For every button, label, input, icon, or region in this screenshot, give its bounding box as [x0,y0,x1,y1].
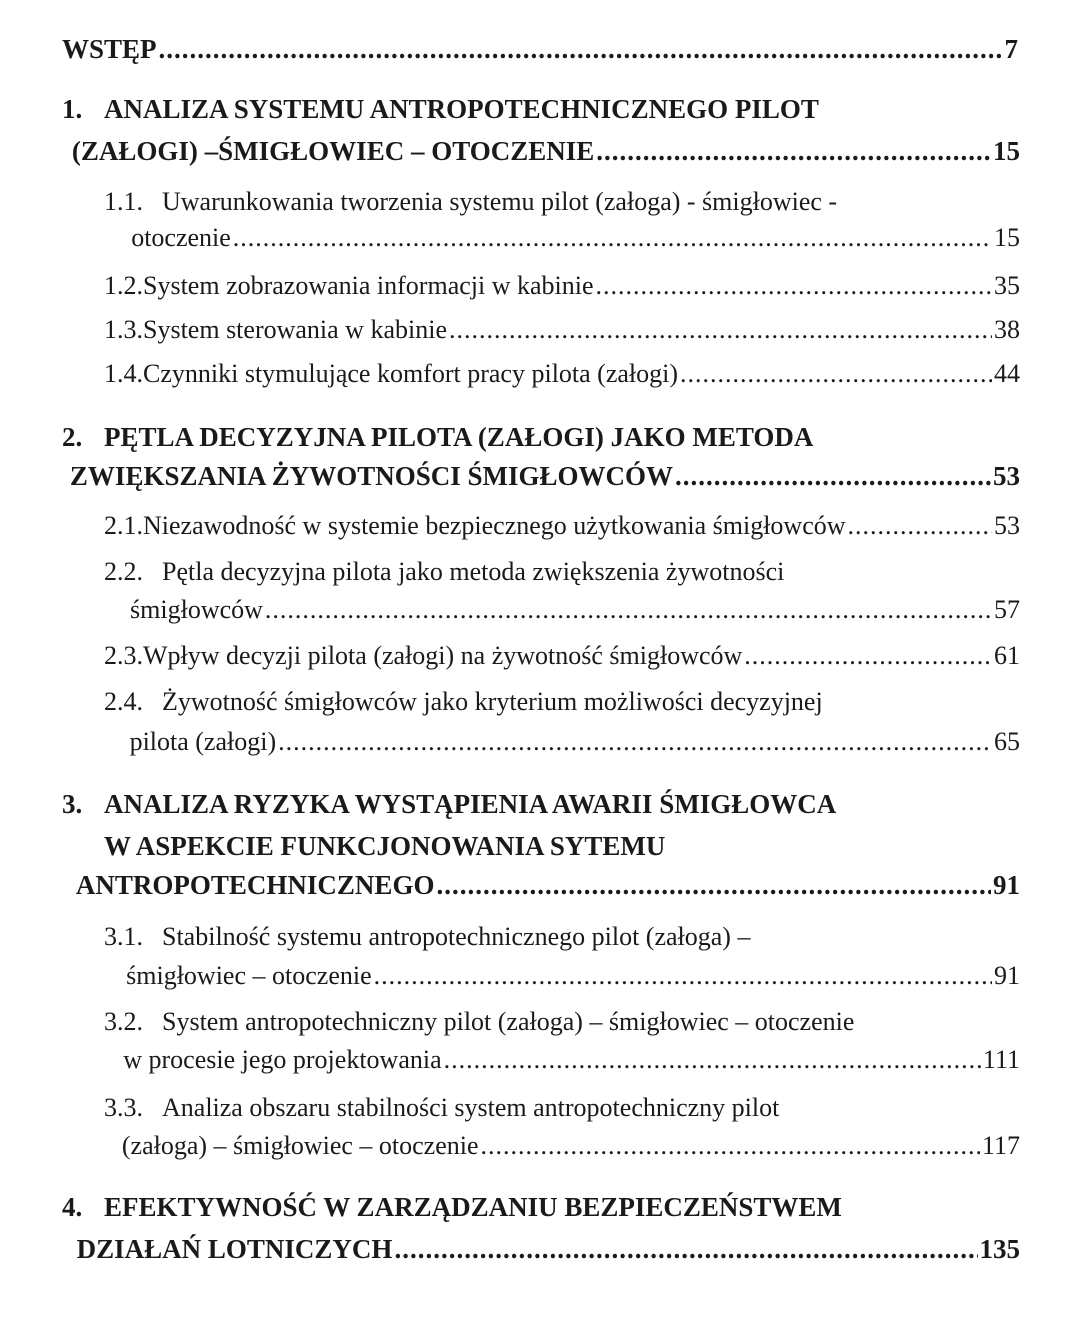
toc-entry [62,1233,1020,1266]
toc-entry-title: w procesie jego projektowania [123,1045,442,1074]
toc-entry [104,222,1020,254]
toc-entry-number: 3.1. [104,922,143,951]
toc-entry-title: (załoga) – śmigłowiec – otoczenie [121,1131,479,1160]
toc-entry [104,960,1020,992]
toc-entry-title: EFEKTYWNOŚĆ W ZARZĄDZANIU BEZPIECZEŃSTWEM [104,1192,842,1222]
toc-entry-title: Stabilność systemu antropotechnicznego pilot (załoga) – [162,922,751,951]
toc-entry-page-number: 44 [994,359,1020,388]
toc-entry-page-number: 35 [994,271,1020,300]
toc-entry [104,358,1020,390]
dot-leader [278,726,992,758]
dot-leader [233,222,992,254]
dot-leader [436,869,991,902]
toc-entry-page-number: 111 [982,1045,1020,1074]
toc-entry-number: 2.3. [104,641,143,670]
toc-entry-number: 4. [62,1192,83,1222]
toc-entry-title: Niezawodność w systemie bezpiecznego użytkowania śmigłowców [143,511,846,540]
toc-entry-number: 2.1. [104,511,143,540]
toc-entry-title: DZIAŁAŃ LOTNICZYCH [76,1234,393,1264]
toc-entry-number: 2.4. [104,687,143,716]
toc-entry-title: otoczenie [131,223,231,252]
toc-entry-title: System antropotechniczny pilot (załoga) – śmigłowiec – otoczenie [162,1007,855,1036]
toc-entry-title: System zobrazowania informacji w kabinie [143,271,594,300]
toc-entry [62,460,1020,493]
toc-entry-page-number: 135 [979,1234,1020,1264]
dot-leader [265,594,992,626]
toc-entry [104,510,1020,542]
toc-entry [104,186,837,218]
dot-leader [596,270,992,302]
dot-leader [848,510,992,542]
toc-entry-title: Uwarunkowania tworzenia systemu pilot (załoga) - śmigłowiec - [162,187,838,216]
dot-leader [744,640,992,672]
toc-entry [104,726,1020,758]
toc-entry-number: 3. [62,789,83,819]
dot-leader [394,1233,977,1266]
toc-entry-number: 1.2. [104,271,143,300]
toc-entry-number: 2.2. [104,557,143,586]
toc-entry [104,1044,1020,1076]
toc-entry-title: Czynniki stymulujące komfort pracy pilota (załogi) [143,359,679,388]
toc-entry-title: ZWIĘKSZANIA ŻYWOTNOŚCI ŚMIGŁOWCÓW [69,461,674,491]
toc-entry [62,788,836,821]
toc-entry-page-number: 7 [1004,34,1018,64]
toc-entry [104,270,1020,302]
toc-entry [62,421,813,454]
toc-entry-page-number: 61 [994,641,1020,670]
dot-leader [444,1044,981,1076]
toc-entry-number: 2. [62,422,83,452]
toc-entry [104,1006,854,1038]
dot-leader [159,33,1003,66]
toc-entry-page-number: 15 [994,223,1020,252]
toc-entry [62,830,665,863]
toc-entry-number: 1. [62,94,83,124]
toc-entry-number: 3.3. [104,1093,143,1122]
toc-entry [104,686,823,718]
toc-entry-page-number: 57 [994,595,1020,624]
dot-leader [374,960,992,992]
toc-entry-page-number: 53 [993,461,1020,491]
toc-entry [62,135,1020,168]
dot-leader [596,135,991,168]
toc-entry [104,594,1020,626]
toc-entry-page-number: 15 [993,136,1020,166]
toc-entry-title: W ASPEKCIE FUNKCJONOWANIA SYTEMU [104,831,666,861]
toc-entry [104,921,750,953]
dot-leader [481,1130,980,1162]
toc-entry-page-number: 53 [994,511,1020,540]
dot-leader [680,358,992,390]
toc-entry-title: pilota (załogi) [129,727,277,756]
toc-entry-title: Analiza obszaru stabilności system antropotechniczny pilot [162,1093,780,1122]
toc-entry-title: Żywotność śmigłowców jako kryterium możliwości decyzyjnej [162,687,823,716]
toc-entry-title: ANALIZA SYSTEMU ANTROPOTECHNICZNEGO PILOT [104,94,819,124]
toc-entry-title: Wpływ decyzji pilota (załogi) na żywotność śmigłowców [143,641,743,670]
toc-entry [62,1191,842,1224]
toc-entry [62,869,1020,902]
toc-entry-title: PĘTLA DECYZYJNA PILOTA (ZAŁOGI) JAKO METODA [104,422,814,452]
toc-entry-number: 3.2. [104,1007,143,1036]
toc-entry-title: WSTĘP [62,34,157,64]
toc-entry [62,93,819,126]
toc-entry [104,314,1020,346]
toc-entry [104,1130,1020,1162]
toc-entry [104,1092,779,1124]
toc-entry-page-number: 38 [994,315,1020,344]
toc-entry-title: System sterowania w kabinie [143,315,447,344]
toc-entry-title: ANALIZA RYZYKA WYSTĄPIENIA AWARII ŚMIGŁOWCA [104,789,837,819]
toc-entry-number: 1.4. [104,359,143,388]
toc-entry-title: (ZAŁOGI) –ŚMIGŁOWIEC – OTOCZENIE [71,136,595,166]
dot-leader [675,460,991,493]
toc-entry [62,33,1018,66]
toc-entry-page-number: 65 [994,727,1020,756]
dot-leader [449,314,992,346]
toc-entry-number: 1.1. [104,187,143,216]
toc-entry-title: Pętla decyzyjna pilota jako metoda zwiększenia żywotności [162,557,785,586]
toc-entry-title: ANTROPOTECHNICZNEGO [75,870,435,900]
toc-entry-page-number: 91 [994,961,1020,990]
toc-entry-page-number: 91 [993,870,1020,900]
toc-entry-title: śmigłowiec – otoczenie [126,961,372,990]
toc-entry-title: śmigłowców [130,595,263,624]
toc-entry [104,640,1020,672]
toc-entry-number: 1.3. [104,315,143,344]
toc-entry-page-number: 117 [981,1131,1020,1160]
toc-entry [104,556,784,588]
